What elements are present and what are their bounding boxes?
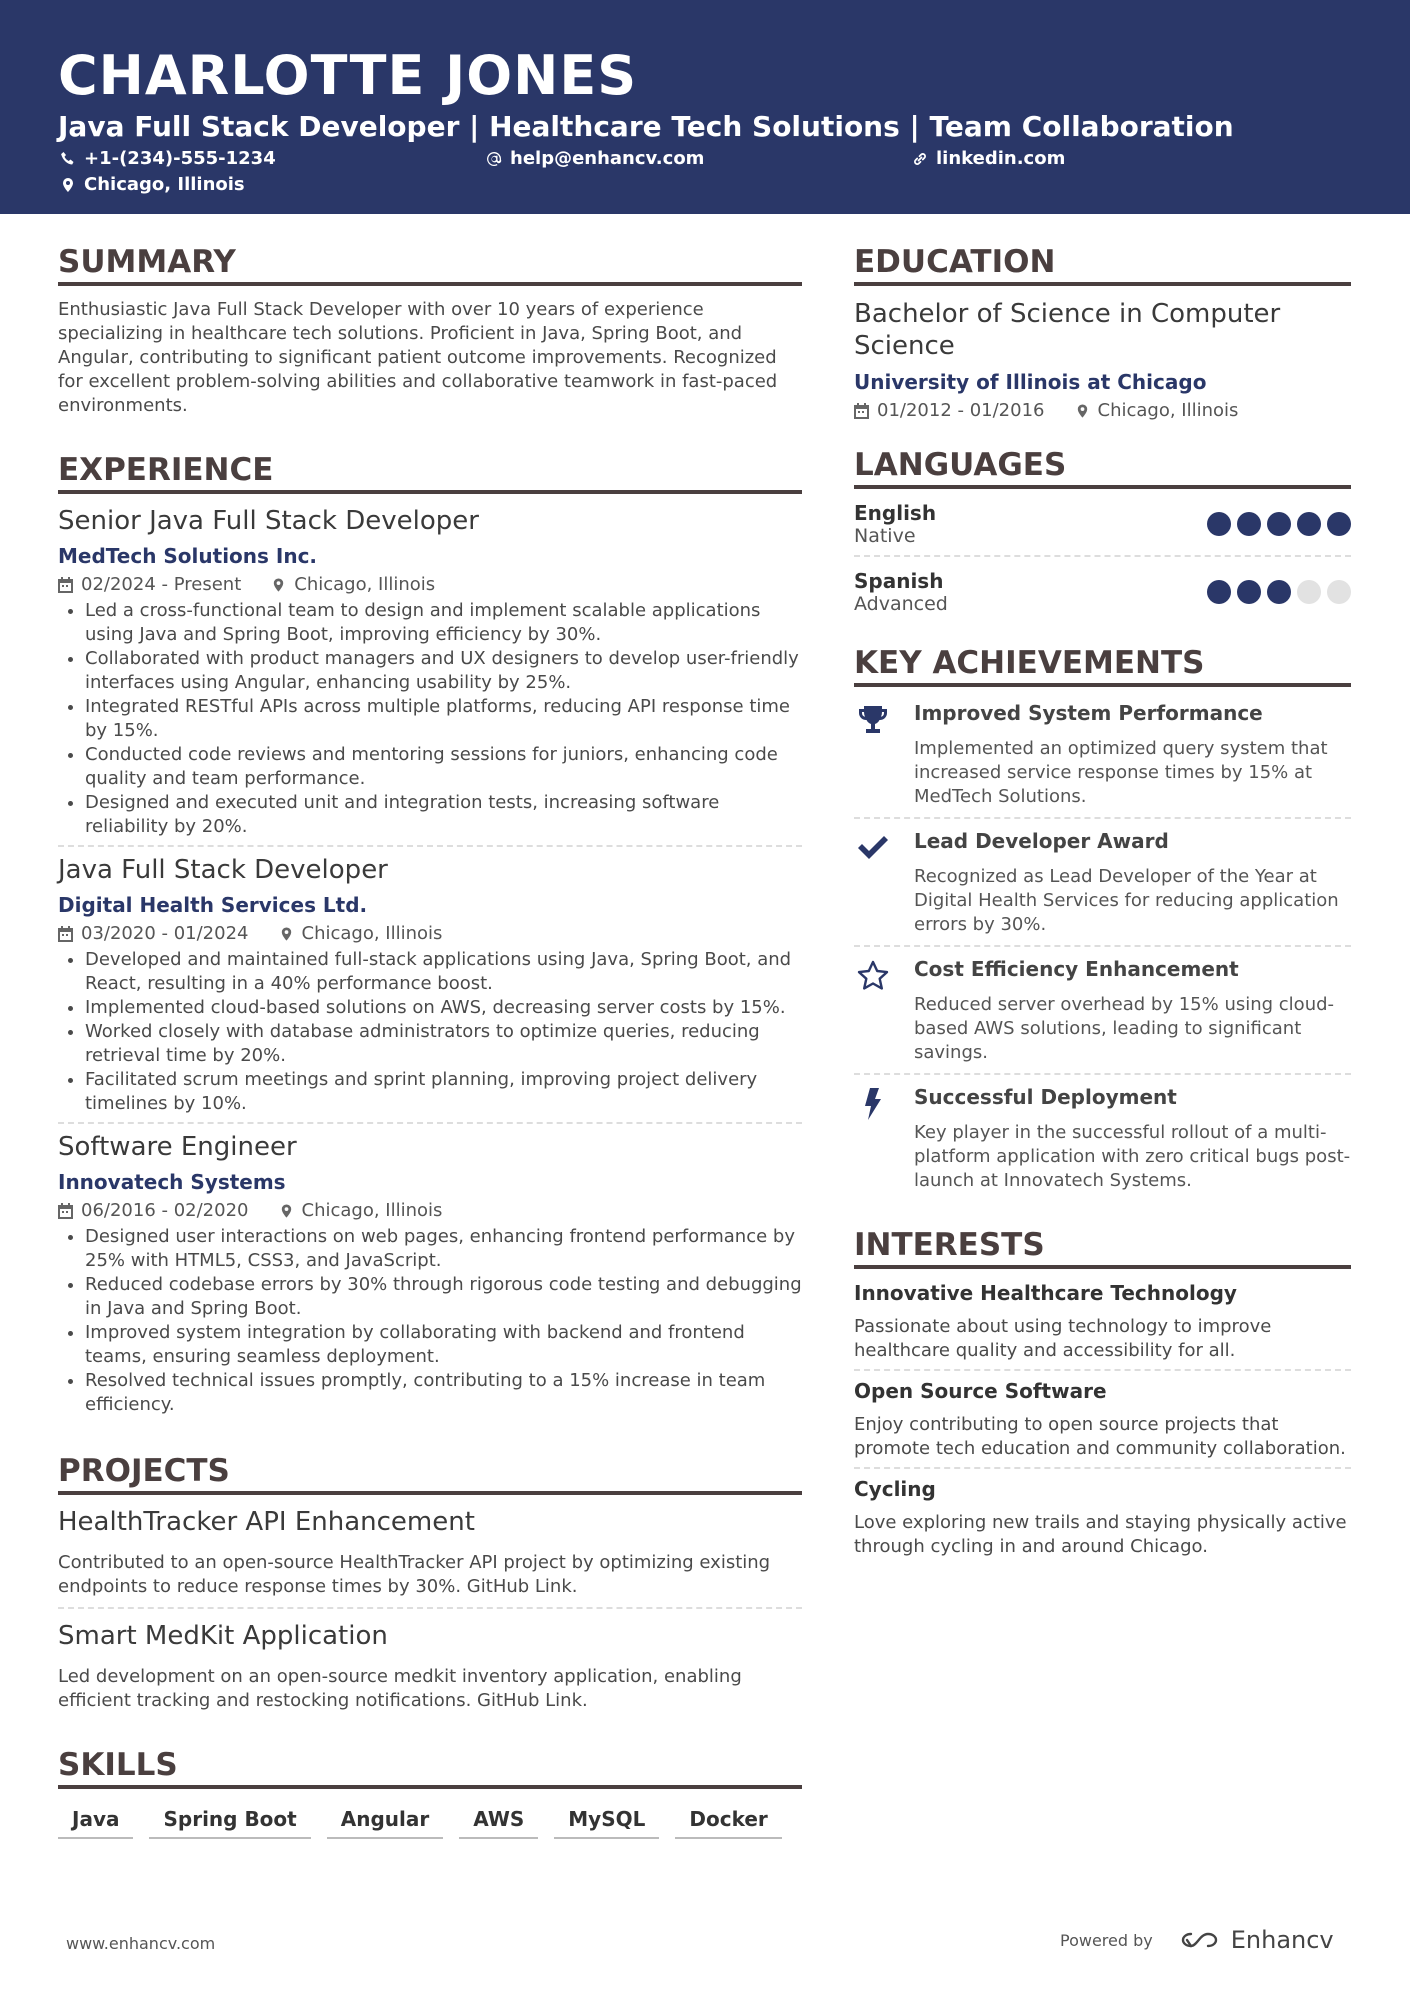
rating-dot-filled (1207, 512, 1231, 536)
contact-linkedin[interactable]: linkedin.com (912, 148, 1065, 169)
achievement-title: Successful Deployment (914, 1085, 1177, 1109)
summary-text: Enthusiastic Java Full Stack Developer with over 10 years of experience specializing in healthcare tech solutions. Proficient in Java, Spring Boot, and Angular, contributing to significant patient outcome improvements. Recognized for excellent problem-solving abilities and collaborative teamwork in fast-paced environments. (58, 299, 778, 416)
job-bullet: • Improved system integration by collaborating with backend and frontend teams, ensuring seamless deployment. (85, 1321, 802, 1369)
at-icon (486, 151, 502, 167)
job-bullets (58, 599, 802, 839)
achievement-entry (854, 819, 1351, 947)
skill-tag: Angular (327, 1801, 444, 1839)
contact-location: Chicago, Illinois (60, 174, 245, 195)
degree-title: Bachelor of Science in Computer Science (854, 299, 1281, 361)
location-pin-icon (1075, 403, 1090, 419)
project-title: HealthTracker API Enhancement (58, 1507, 475, 1537)
interest-title: Open Source Software (854, 1379, 1107, 1403)
job-location: Chicago, Illinois (301, 923, 443, 944)
rating-dot-filled (1237, 580, 1261, 604)
job-bullet: • Developed and maintained full-stack applications using Java, Spring Boot, and React, resulting in a 40% performance boost. (85, 948, 802, 996)
rating-dot-filled (1327, 512, 1351, 536)
language-entry (854, 501, 1351, 557)
calendar-icon (58, 926, 73, 942)
job-bullet: • Worked closely with database administrators to optimize queries, reducing retrieval time by 20%. (85, 1020, 802, 1068)
skills-list (58, 1801, 802, 1839)
experience-section (58, 452, 802, 1423)
projects-heading: PROJECTS (58, 1453, 802, 1495)
job-meta (58, 1200, 802, 1221)
rating-dot-empty (1297, 580, 1321, 604)
achievement-entry (854, 1075, 1351, 1201)
languages-heading: LANGUAGES (854, 447, 1351, 489)
job-bullet: • Designed and executed unit and integration tests, increasing software reliability by 20%. (85, 791, 802, 839)
skill-tag: Docker (675, 1801, 781, 1839)
skill-tag: Java (58, 1801, 133, 1839)
rating-dot-empty (1327, 580, 1351, 604)
job-bullet: • Facilitated scrum meetings and sprint planning, improving project delivery timelines by 10%. (85, 1068, 802, 1116)
skill-tag: Spring Boot (149, 1801, 310, 1839)
interest-text: Love exploring new trails and staying physically active through cycling in and around Chicago. (854, 1512, 1347, 1557)
job-entry (58, 855, 802, 1124)
star-icon (856, 959, 890, 993)
phone-icon (60, 151, 76, 167)
education-meta (854, 400, 1351, 421)
job-bullet: • Conducted code reviews and mentoring sessions for juniors, enhancing code quality and team performance. (85, 743, 802, 791)
job-title: Java Full Stack Developer (58, 855, 388, 885)
achievement-text: Recognized as Lead Developer of the Year at Digital Health Services for reducing application errors by 30%. (914, 866, 1339, 935)
summary-heading: SUMMARY (58, 244, 802, 286)
trophy-icon (856, 703, 890, 737)
footer-branding (1060, 1926, 1334, 1954)
achievement-entry (854, 691, 1351, 819)
interest-text: Enjoy contributing to open source projects that promote tech education and community collaboration. (854, 1414, 1346, 1459)
location-pin-icon (271, 577, 286, 593)
achievement-title: Cost Efficiency Enhancement (914, 957, 1239, 981)
job-bullet: • Resolved technical issues promptly, contributing to a 15% increase in team efficiency. (85, 1369, 802, 1417)
job-dates: 02/2024 - Present (81, 574, 242, 595)
interest-title: Innovative Healthcare Technology (854, 1281, 1237, 1305)
candidate-title: Java Full Stack Developer | Healthcare Tech Solutions | Team Collaboration (58, 110, 1234, 143)
brand-name: Enhancv (1230, 1926, 1334, 1954)
job-title: Senior Java Full Stack Developer (58, 506, 479, 536)
job-bullet: • Collaborated with product managers and UX designers to develop user-friendly interfaces using Angular, enhancing usability by 25%. (85, 647, 802, 695)
achievement-title: Lead Developer Award (914, 829, 1169, 853)
language-rating (1207, 580, 1351, 604)
calendar-icon (58, 577, 73, 593)
left-column (58, 244, 802, 1873)
rating-dot-filled (1237, 512, 1261, 536)
language-level: Native (854, 525, 916, 547)
interests-heading: INTERESTS (854, 1227, 1351, 1269)
education-heading: EDUCATION (854, 244, 1351, 286)
job-meta (58, 923, 802, 944)
calendar-icon (854, 403, 869, 419)
language-rating (1207, 512, 1351, 536)
interest-title: Cycling (854, 1477, 936, 1501)
powered-by-label: Powered by (1060, 1930, 1153, 1950)
job-dates: 06/2016 - 02/2020 (81, 1200, 249, 1221)
contact-email[interactable]: help@enhancv.com (486, 148, 704, 169)
job-meta (58, 574, 802, 595)
language-entry (854, 569, 1351, 623)
contact-phone: +1-(234)-555-1234 (60, 148, 276, 169)
project-text: Led development on an open-source medkit inventory application, enabling efficient tracking and restocking notifications. GitHub Link. (58, 1666, 742, 1711)
footer-website[interactable]: www.enhancv.com (66, 1934, 216, 1953)
achievement-text: Implemented an optimized query system that increased service response times by 15% at MedTech Solutions. (914, 738, 1328, 807)
location-pin-icon (60, 177, 76, 193)
job-entry (58, 1132, 802, 1423)
job-dates: 03/2020 - 01/2024 (81, 923, 249, 944)
brand-logo[interactable] (1179, 1926, 1334, 1954)
lightning-icon (856, 1087, 890, 1121)
company-name: Innovatech Systems (58, 1170, 286, 1194)
language-level: Advanced (854, 593, 948, 615)
achievements-heading: KEY ACHIEVEMENTS (854, 645, 1351, 687)
summary-section (58, 244, 802, 418)
project-title: Smart MedKit Application (58, 1621, 388, 1651)
education-location: Chicago, Illinois (1097, 400, 1239, 421)
language-name: Spanish (854, 569, 944, 593)
achievement-text: Reduced server overhead by 15% using cloud-based AWS solutions, leading to significant savings. (914, 994, 1335, 1063)
job-bullets (58, 948, 802, 1116)
location-pin-icon (279, 926, 294, 942)
link-icon (912, 151, 928, 167)
education-dates: 01/2012 - 01/2016 (877, 400, 1045, 421)
job-entry (58, 506, 802, 847)
enhancv-logo-icon (1179, 1928, 1225, 1952)
school-name: University of Illinois at Chicago (854, 370, 1207, 394)
project-entry (58, 1621, 802, 1721)
project-entry (58, 1507, 802, 1609)
interest-entry (854, 1281, 1351, 1371)
company-name: MedTech Solutions Inc. (58, 544, 318, 568)
job-bullet: • Integrated RESTful APIs across multiple platforms, reducing API response time by 15%. (85, 695, 802, 743)
interest-text: Passionate about using technology to improve healthcare quality and accessibility for all. (854, 1316, 1272, 1361)
job-bullet: • Reduced codebase errors by 30% through rigorous code testing and debugging in Java and Spring Boot. (85, 1273, 802, 1321)
achievement-text: Key player in the successful rollout of a multi-platform application with zero critical bugs post-launch at Innovatech Systems. (914, 1122, 1351, 1191)
checkmark-icon (856, 831, 890, 865)
language-name: English (854, 501, 937, 525)
skills-section (58, 1747, 802, 1839)
achievement-title: Improved System Performance (914, 701, 1263, 725)
candidate-name: CHARLOTTE JONES (58, 44, 638, 107)
skill-tag: MySQL (554, 1801, 659, 1839)
project-text: Contributed to an open-source HealthTracker API project by optimizing existing endpoints to reduce response times by 30%. GitHub Link. (58, 1552, 771, 1597)
rating-dot-filled (1207, 580, 1231, 604)
job-location: Chicago, Illinois (301, 1200, 443, 1221)
education-section (854, 244, 1351, 421)
achievement-entry (854, 947, 1351, 1075)
experience-heading: EXPERIENCE (58, 452, 802, 494)
rating-dot-filled (1267, 512, 1291, 536)
resume-header (0, 0, 1410, 214)
skill-tag: AWS (459, 1801, 538, 1839)
rating-dot-filled (1297, 512, 1321, 536)
job-bullet: • Led a cross-functional team to design and implement scalable applications using Java and Spring Boot, improving efficiency by 30%. (85, 599, 802, 647)
languages-section (854, 447, 1351, 623)
job-bullet: • Implemented cloud-based solutions on AWS, decreasing server costs by 15%. (85, 996, 802, 1020)
interest-entry (854, 1379, 1351, 1469)
job-title: Software Engineer (58, 1132, 297, 1162)
skills-heading: SKILLS (58, 1747, 802, 1789)
calendar-icon (58, 1203, 73, 1219)
interest-entry (854, 1477, 1351, 1565)
right-column (854, 244, 1351, 1599)
achievements-section (854, 645, 1351, 1201)
job-location: Chicago, Illinois (294, 574, 436, 595)
company-name: Digital Health Services Ltd. (58, 893, 368, 917)
job-bullets (58, 1225, 802, 1417)
job-bullet: • Designed user interactions on web pages, enhancing frontend performance by 25% with HTML5, CSS3, and JavaScript. (85, 1225, 802, 1273)
projects-section (58, 1453, 802, 1721)
interests-section (854, 1227, 1351, 1565)
location-pin-icon (279, 1203, 294, 1219)
rating-dot-filled (1267, 580, 1291, 604)
